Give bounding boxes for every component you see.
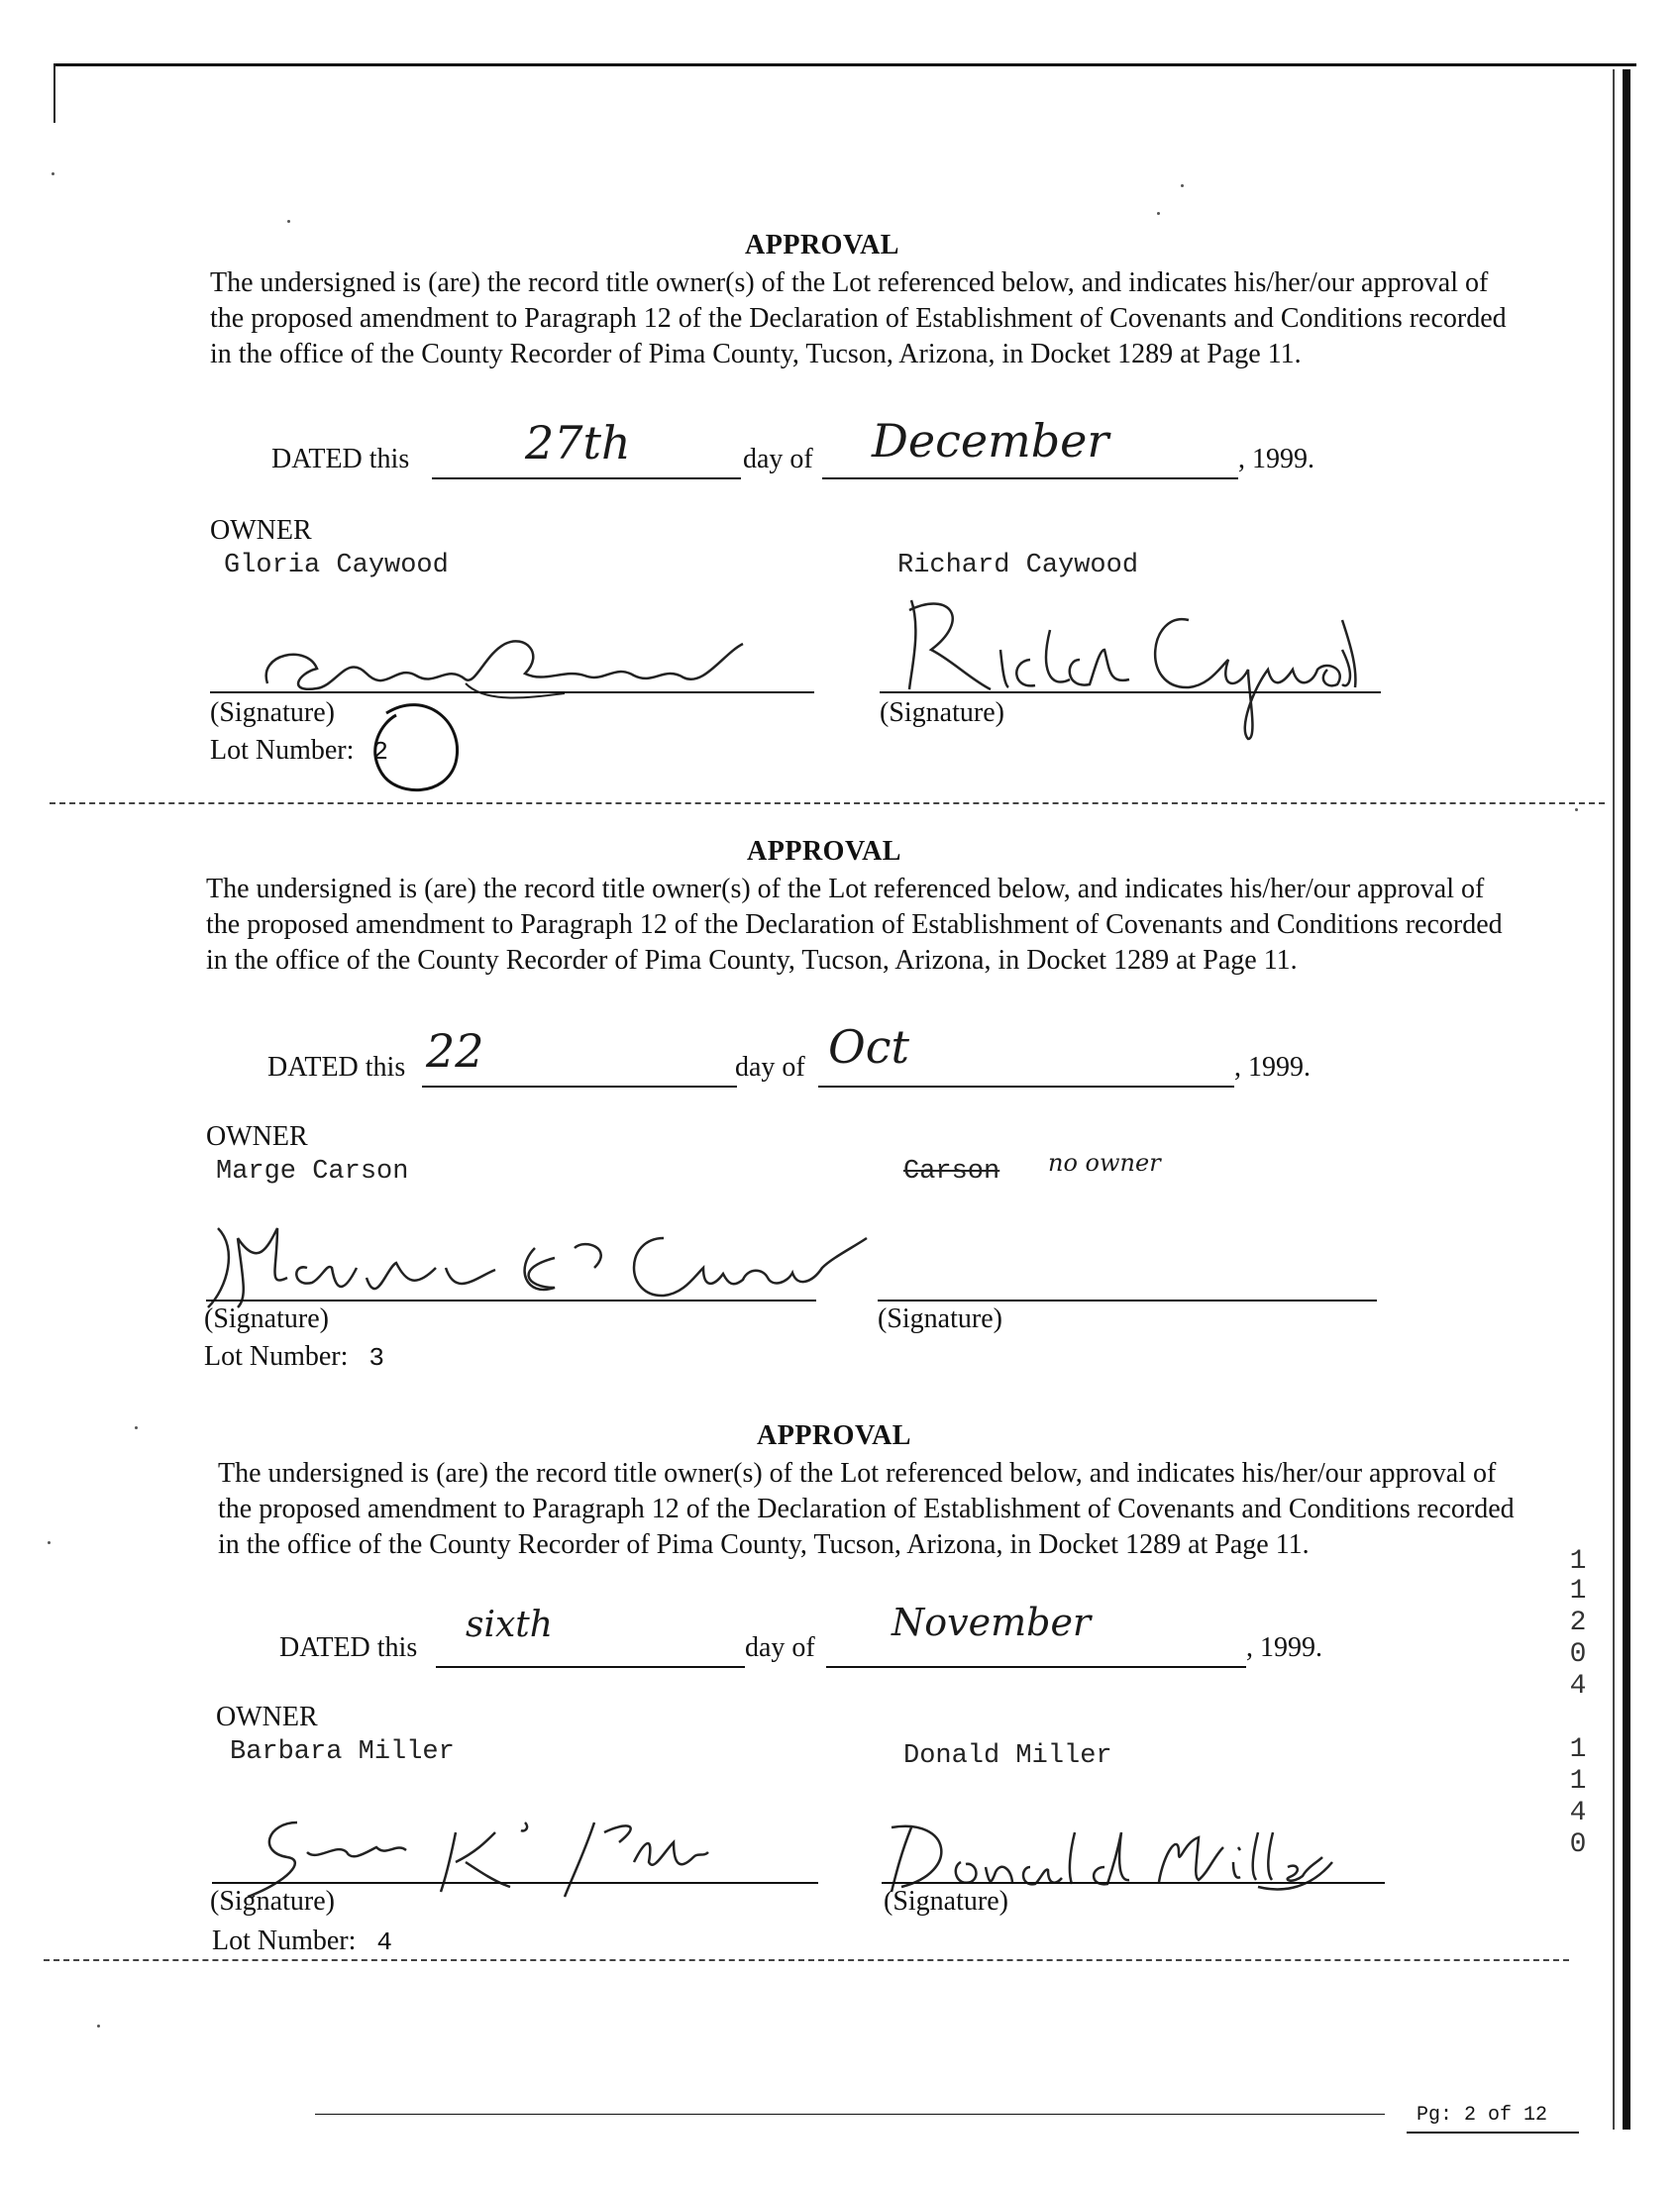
owner-label: OWNER: [216, 1702, 318, 1732]
signature-2-line: [878, 1298, 1377, 1302]
stamp-digit: 2: [1569, 1608, 1587, 1638]
signature-2-label: (Signature): [878, 1303, 1002, 1334]
scan-speck: [1181, 184, 1184, 187]
dated-label: DATED this: [267, 1052, 406, 1083]
stamp-digit: 1: [1569, 1766, 1587, 1797]
stamp-digit: 4: [1569, 1798, 1587, 1828]
lot-number-label: Lot Number:: [204, 1341, 349, 1372]
scan-speck: [97, 2025, 100, 2028]
approval-body-text: The undersigned is (are) the record title owner(s) of the Lot referenced below, and indicates his/her/our approval of the proposed amendment to Paragraph 12 of the Declaration of Establishment of Covenants and Conditions recorded in the office of the County Recorder of Pima County, Tucson, Arizona, in Docket 1289 at Page 11.: [210, 267, 1507, 369]
lot-number-value: 4: [376, 1927, 393, 1957]
stamp-digit: 1: [1569, 1734, 1587, 1765]
approval-heading: APPROVAL: [757, 1420, 911, 1451]
page-number: Pg: 2 of 12: [1417, 2104, 1548, 2127]
year-label: , 1999.: [1234, 1052, 1311, 1083]
dated-label: DATED this: [271, 444, 410, 474]
day-of-label: day of: [743, 444, 813, 474]
signature-1-label: (Signature): [210, 697, 335, 728]
dated-label: DATED this: [279, 1632, 418, 1663]
owner-2-name: Donald Miller: [903, 1741, 1112, 1771]
scan-speck: [48, 1541, 51, 1544]
approval-heading: APPROVAL: [745, 230, 899, 260]
approval-body-text: The undersigned is (are) the record title owner(s) of the Lot referenced below, and indicates his/her/our approval of the proposed amendment to Paragraph 12 of the Declaration of Establishment of Covenants and Conditions recorded in the office of the County Recorder of Pima County, Tucson, Arizona, in Docket 1289 at Page 11.: [218, 1458, 1515, 1560]
footer-page-underline: [1407, 2130, 1579, 2134]
year-label: , 1999.: [1238, 444, 1314, 474]
handwritten-day: 27th: [525, 416, 631, 469]
stamp-digit: 0: [1569, 1639, 1587, 1670]
signature-1-line: [210, 689, 814, 693]
year-label: , 1999.: [1246, 1632, 1322, 1663]
lot-number-label: Lot Number:: [212, 1926, 357, 1956]
stamp-digit: 0: [1569, 1829, 1587, 1860]
owner-2-name: Richard Caywood: [897, 551, 1139, 580]
day-of-label: day of: [745, 1632, 815, 1663]
page-border-right: [1623, 69, 1630, 2130]
signature-2-line: [880, 689, 1381, 693]
scan-speck: [135, 1426, 138, 1429]
scan-speck: [52, 172, 54, 175]
day-of-label: day of: [735, 1052, 805, 1083]
page-border-top: [55, 63, 1636, 66]
lot-number-label: Lot Number:: [210, 735, 355, 766]
signature-1-label: (Signature): [210, 1886, 335, 1917]
signature-2-line: [882, 1880, 1385, 1884]
scan-speck: [287, 220, 290, 223]
handwritten-month: Oct: [828, 1020, 909, 1074]
page-border-left: [53, 63, 55, 123]
approval-body-text: The undersigned is (are) the record title owner(s) of the Lot referenced below, and indicates his/her/our approval of the proposed amendment to Paragraph 12 of the Declaration of Establishment of Covenants and Conditions recorded in the office of the County Recorder of Pima County, Tucson, Arizona, in Docket 1289 at Page 11.: [206, 874, 1503, 976]
owner-2-handwritten-note: no owner: [1048, 1149, 1161, 1177]
signature-1-line: [212, 1880, 818, 1884]
stamp-digit: 1: [1569, 1576, 1587, 1607]
signature-1-label: (Signature): [204, 1303, 329, 1334]
owner-label: OWNER: [210, 515, 312, 546]
scan-speck: [1575, 808, 1578, 811]
stamp-digit: 4: [1569, 1671, 1587, 1702]
footer-rule: [315, 2112, 1385, 2115]
signature-2-label: (Signature): [880, 697, 1004, 728]
lot-number-field: [204, 1341, 384, 1373]
section-divider: [50, 802, 1605, 804]
signature-1-line: [206, 1298, 816, 1302]
handwritten-month: November: [892, 1601, 1092, 1644]
handwritten-month: December: [872, 414, 1109, 468]
lot-number-value: 2: [372, 737, 389, 767]
owner-label: OWNER: [206, 1121, 308, 1152]
lot-number-field: [212, 1926, 392, 1957]
owner-1-name: Barbara Miller: [230, 1737, 455, 1767]
handwritten-day: sixth: [466, 1605, 553, 1645]
owner-1-name: Marge Carson: [216, 1157, 409, 1187]
stamp-digit: 1: [1569, 1546, 1587, 1577]
owner-1-name: Gloria Caywood: [224, 551, 449, 580]
page-border-right-inner: [1613, 69, 1615, 2130]
lot-number-circle: [357, 693, 475, 802]
owner-2-name: Carson: [903, 1157, 1000, 1187]
approval-heading: APPROVAL: [747, 836, 901, 867]
handwritten-day: 22: [426, 1024, 484, 1078]
section-divider: [44, 1959, 1569, 1961]
scan-speck: [1157, 212, 1160, 215]
lot-number-value: 3: [368, 1343, 385, 1373]
signature-2-label: (Signature): [884, 1886, 1008, 1917]
